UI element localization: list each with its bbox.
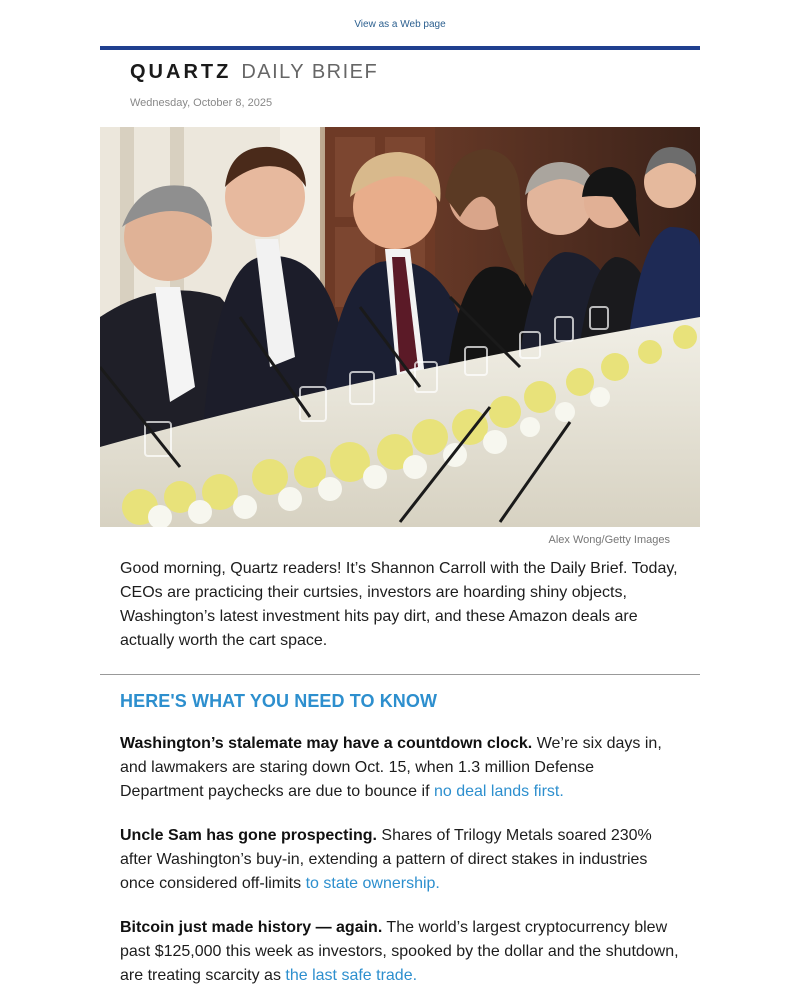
news-item-body: Shares of Trilogy Metals soared 230% after Washington’s buy-in, extending a pattern of direct stakes in industries once considered off-limits: [120, 827, 652, 892]
hero-photo-illustration: [100, 127, 700, 527]
web-view-bar: [0, 0, 800, 46]
section-divider: [100, 674, 700, 675]
news-item: [100, 916, 700, 988]
photo-credit: Alex Wong/Getty Images: [548, 534, 670, 546]
issue-date: Wednesday, October 8, 2025: [130, 97, 273, 109]
news-item-headline: Uncle Sam has gone prospecting.: [120, 827, 377, 844]
masthead-logo[interactable]: [100, 50, 700, 90]
intro-paragraph: Good morning, Quartz readers! It’s Shannon Carroll with the Daily Brief. Today, CEOs are practicing their curtsies, investors are hoarding shiny objects, Washington’s latest investment hits pay dirt, and these Amazon deals are actually worth the cart space.: [120, 560, 678, 649]
section-heading: HERE'S WHAT YOU NEED TO KNOW: [120, 691, 438, 711]
news-item: [100, 824, 700, 896]
view-as-web-page-link[interactable]: View as a Web page: [354, 19, 446, 30]
news-item-link[interactable]: to state ownership.: [305, 875, 440, 892]
hero-image[interactable]: [100, 127, 700, 527]
news-item-body: The world’s largest cryptocurrency blew past $125,000 this week as investors, spooked by the dollar and the shutdown, are treating scarcity as: [120, 919, 679, 984]
logo-daily-brief: DAILY BRIEF: [241, 61, 379, 83]
news-item-link[interactable]: no deal lands first.: [433, 783, 564, 800]
logo-quartz: QUARTZ: [130, 61, 232, 83]
news-item-headline: Washington’s stalemate may have a countdown clock.: [120, 735, 533, 752]
news-item: [100, 732, 700, 804]
news-item-body: We’re six days in, and lawmakers are staring down Oct. 15, when 1.3 million Defense Department paychecks are due to bounce if: [120, 735, 662, 800]
news-item-headline: Bitcoin just made history — again.: [120, 919, 383, 936]
newsletter-body: [100, 46, 700, 988]
news-item-link[interactable]: the last safe trade.: [285, 967, 418, 984]
